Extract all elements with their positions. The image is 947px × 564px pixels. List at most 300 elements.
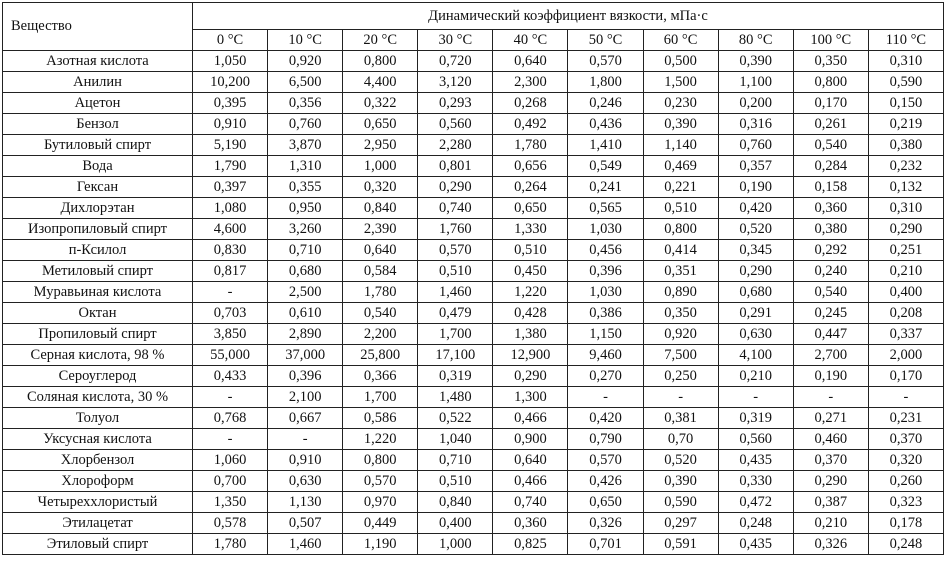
viscosity-value-cell: 2,500: [268, 282, 343, 303]
viscosity-value-cell: 0,190: [718, 177, 793, 198]
viscosity-value-cell: -: [868, 387, 943, 408]
viscosity-value-cell: 0,291: [718, 303, 793, 324]
viscosity-value-cell: 0,510: [418, 261, 493, 282]
table-row: [3, 240, 944, 261]
viscosity-value-cell: 0,210: [793, 513, 868, 534]
viscosity-value-cell: 0,520: [643, 450, 718, 471]
viscosity-value-cell: 1,030: [568, 282, 643, 303]
viscosity-value-cell: 0,251: [868, 240, 943, 261]
viscosity-value-cell: 0,760: [718, 135, 793, 156]
viscosity-value-cell: 0,426: [568, 471, 643, 492]
viscosity-value-cell: 0,830: [193, 240, 268, 261]
substance-name-cell: Гексан: [3, 177, 193, 198]
temperature-column-header: 100 °C: [793, 30, 868, 51]
viscosity-value-cell: 0,337: [868, 324, 943, 345]
viscosity-value-cell: 1,060: [193, 450, 268, 471]
viscosity-value-cell: 2,200: [343, 324, 418, 345]
table-row: [3, 261, 944, 282]
viscosity-value-cell: 7,500: [643, 345, 718, 366]
viscosity-value-cell: 0,210: [718, 366, 793, 387]
viscosity-value-cell: 0,219: [868, 114, 943, 135]
viscosity-value-cell: 0,381: [643, 408, 718, 429]
table-row: [3, 534, 944, 555]
substance-name-cell: Четыреххлористый: [3, 492, 193, 513]
viscosity-value-cell: 2,100: [268, 387, 343, 408]
viscosity-value-cell: 0,232: [868, 156, 943, 177]
viscosity-value-cell: 1,300: [493, 387, 568, 408]
table-row: [3, 198, 944, 219]
viscosity-value-cell: 0,290: [718, 261, 793, 282]
viscosity-value-cell: 0,740: [493, 492, 568, 513]
viscosity-value-cell: 0,241: [568, 177, 643, 198]
viscosity-value-cell: 1,700: [418, 324, 493, 345]
viscosity-value-cell: 0,680: [268, 261, 343, 282]
viscosity-value-cell: 0,428: [493, 303, 568, 324]
viscosity-value-cell: 0,460: [793, 429, 868, 450]
viscosity-value-cell: -: [268, 429, 343, 450]
table-row: [3, 51, 944, 72]
viscosity-value-cell: 1,130: [268, 492, 343, 513]
viscosity-value-cell: 0,510: [643, 198, 718, 219]
viscosity-value-cell: 1,220: [493, 282, 568, 303]
substance-name-cell: Изопропиловый спирт: [3, 219, 193, 240]
viscosity-value-cell: 1,460: [418, 282, 493, 303]
viscosity-value-cell: 0,720: [418, 51, 493, 72]
viscosity-value-cell: 0,640: [343, 240, 418, 261]
viscosity-value-cell: 1,480: [418, 387, 493, 408]
viscosity-value-cell: 0,570: [568, 450, 643, 471]
viscosity-value-cell: 0,520: [718, 219, 793, 240]
viscosity-value-cell: 0,322: [343, 93, 418, 114]
viscosity-value-cell: 0,656: [493, 156, 568, 177]
viscosity-value-cell: 0,584: [343, 261, 418, 282]
viscosity-value-cell: 1,500: [643, 72, 718, 93]
viscosity-value-cell: 1,350: [193, 492, 268, 513]
viscosity-value-cell: 9,460: [568, 345, 643, 366]
viscosity-value-cell: 0,456: [568, 240, 643, 261]
viscosity-value-cell: 0,800: [643, 219, 718, 240]
temperature-column-header: 60 °C: [643, 30, 718, 51]
viscosity-value-cell: 0,290: [418, 177, 493, 198]
viscosity-value-cell: 0,507: [268, 513, 343, 534]
viscosity-value-cell: 0,310: [868, 198, 943, 219]
viscosity-value-cell: 0,590: [643, 492, 718, 513]
viscosity-value-cell: 1,150: [568, 324, 643, 345]
viscosity-value-cell: 1,080: [193, 198, 268, 219]
header-row-group: [3, 3, 944, 30]
viscosity-value-cell: 1,310: [268, 156, 343, 177]
viscosity-value-cell: 0,910: [193, 114, 268, 135]
viscosity-value-cell: 0,768: [193, 408, 268, 429]
viscosity-value-cell: 0,260: [868, 471, 943, 492]
viscosity-value-cell: 0,357: [718, 156, 793, 177]
viscosity-value-cell: 0,268: [493, 93, 568, 114]
viscosity-value-cell: 4,400: [343, 72, 418, 93]
viscosity-value-cell: 0,900: [493, 429, 568, 450]
substance-name-cell: Серная кислота, 98 %: [3, 345, 193, 366]
viscosity-value-cell: 0,414: [643, 240, 718, 261]
viscosity-value-cell: 0,560: [418, 114, 493, 135]
viscosity-value-cell: 0,650: [568, 492, 643, 513]
viscosity-value-cell: 0,650: [343, 114, 418, 135]
viscosity-value-cell: -: [718, 387, 793, 408]
viscosity-value-cell: 0,570: [418, 240, 493, 261]
substance-name-cell: п-Ксилол: [3, 240, 193, 261]
viscosity-value-cell: 0,390: [643, 114, 718, 135]
viscosity-value-cell: 0,395: [193, 93, 268, 114]
viscosity-value-cell: -: [193, 282, 268, 303]
viscosity-value-cell: 1,780: [193, 534, 268, 555]
viscosity-value-cell: 2,700: [793, 345, 868, 366]
substance-name-cell: Дихлорэтан: [3, 198, 193, 219]
viscosity-value-cell: 1,000: [418, 534, 493, 555]
viscosity-value-cell: 0,293: [418, 93, 493, 114]
viscosity-value-cell: 0,449: [343, 513, 418, 534]
substance-name-cell: Пропиловый спирт: [3, 324, 193, 345]
viscosity-value-cell: 0,667: [268, 408, 343, 429]
viscosity-value-cell: 0,510: [493, 240, 568, 261]
substance-name-cell: Азотная кислота: [3, 51, 193, 72]
viscosity-value-cell: 0,380: [868, 135, 943, 156]
substance-name-cell: Соляная кислота, 30 %: [3, 387, 193, 408]
table-row: [3, 282, 944, 303]
viscosity-value-cell: 0,231: [868, 408, 943, 429]
viscosity-value-cell: 1,380: [493, 324, 568, 345]
viscosity-value-cell: 0,190: [793, 366, 868, 387]
viscosity-value-cell: 0,261: [793, 114, 868, 135]
viscosity-value-cell: 0,910: [268, 450, 343, 471]
viscosity-value-cell: 0,435: [718, 450, 793, 471]
temperature-column-header: 0 °C: [193, 30, 268, 51]
table-body: [3, 51, 944, 555]
table-row: [3, 513, 944, 534]
viscosity-value-cell: 0,479: [418, 303, 493, 324]
viscosity-value-cell: 0,640: [493, 51, 568, 72]
viscosity-value-cell: 0,270: [568, 366, 643, 387]
viscosity-value-cell: 0,840: [418, 492, 493, 513]
viscosity-value-cell: 0,570: [568, 51, 643, 72]
viscosity-value-cell: 0,703: [193, 303, 268, 324]
viscosity-value-cell: 0,290: [868, 219, 943, 240]
viscosity-value-cell: 6,500: [268, 72, 343, 93]
viscosity-value-cell: -: [643, 387, 718, 408]
viscosity-value-cell: 0,350: [793, 51, 868, 72]
viscosity-value-cell: 0,586: [343, 408, 418, 429]
viscosity-value-cell: 0,245: [793, 303, 868, 324]
viscosity-value-cell: 0,387: [793, 492, 868, 513]
table-row: [3, 93, 944, 114]
viscosity-value-cell: 0,540: [793, 282, 868, 303]
viscosity-value-cell: 0,492: [493, 114, 568, 135]
viscosity-value-cell: 0,208: [868, 303, 943, 324]
viscosity-value-cell: 10,200: [193, 72, 268, 93]
viscosity-value-cell: 0,650: [493, 198, 568, 219]
viscosity-value-cell: 2,300: [493, 72, 568, 93]
substance-name-cell: Ацетон: [3, 93, 193, 114]
viscosity-value-cell: 1,410: [568, 135, 643, 156]
viscosity-value-cell: 0,351: [643, 261, 718, 282]
viscosity-value-cell: 2,390: [343, 219, 418, 240]
table-row: [3, 471, 944, 492]
viscosity-value-cell: 3,870: [268, 135, 343, 156]
viscosity-value-cell: 2,890: [268, 324, 343, 345]
viscosity-value-cell: 0,400: [418, 513, 493, 534]
viscosity-value-cell: 0,170: [868, 366, 943, 387]
viscosity-value-cell: 0,591: [643, 534, 718, 555]
viscosity-value-cell: 0,264: [493, 177, 568, 198]
viscosity-value-cell: 0,466: [493, 408, 568, 429]
table-row: [3, 324, 944, 345]
temperature-column-header: 80 °C: [718, 30, 793, 51]
viscosity-value-cell: 0,360: [493, 513, 568, 534]
viscosity-value-cell: 0,366: [343, 366, 418, 387]
viscosity-value-cell: 0,700: [193, 471, 268, 492]
viscosity-value-cell: 0,319: [718, 408, 793, 429]
temperature-column-header: 10 °C: [268, 30, 343, 51]
viscosity-value-cell: 0,248: [718, 513, 793, 534]
substance-name-cell: Метиловый спирт: [3, 261, 193, 282]
viscosity-value-cell: 0,540: [793, 135, 868, 156]
viscosity-value-cell: 0,710: [268, 240, 343, 261]
table-row: [3, 177, 944, 198]
temperature-column-header: 30 °C: [418, 30, 493, 51]
table-row: [3, 303, 944, 324]
viscosity-value-cell: 0,433: [193, 366, 268, 387]
table-row: [3, 408, 944, 429]
substance-name-cell: Анилин: [3, 72, 193, 93]
viscosity-value-cell: 0,578: [193, 513, 268, 534]
viscosity-value-cell: 0,400: [868, 282, 943, 303]
viscosity-value-cell: 0,740: [418, 198, 493, 219]
viscosity-value-cell: 0,800: [343, 450, 418, 471]
viscosity-value-cell: 0,817: [193, 261, 268, 282]
temperature-column-header: 20 °C: [343, 30, 418, 51]
viscosity-value-cell: 0,248: [868, 534, 943, 555]
viscosity-value-cell: 0,178: [868, 513, 943, 534]
temperature-column-header: 40 °C: [493, 30, 568, 51]
viscosity-value-cell: 0,200: [718, 93, 793, 114]
table-row: [3, 219, 944, 240]
viscosity-value-cell: 0,330: [718, 471, 793, 492]
viscosity-value-cell: 0,380: [793, 219, 868, 240]
table-row: [3, 135, 944, 156]
viscosity-value-cell: 0,466: [493, 471, 568, 492]
viscosity-value-cell: 0,920: [268, 51, 343, 72]
viscosity-value-cell: 0,825: [493, 534, 568, 555]
viscosity-value-cell: 0,800: [793, 72, 868, 93]
viscosity-value-cell: 0,710: [418, 450, 493, 471]
viscosity-value-cell: 0,397: [193, 177, 268, 198]
viscosity-value-cell: 1,760: [418, 219, 493, 240]
substance-name-cell: Октан: [3, 303, 193, 324]
viscosity-value-cell: 0,435: [718, 534, 793, 555]
viscosity-value-cell: 4,600: [193, 219, 268, 240]
viscosity-value-cell: 0,680: [718, 282, 793, 303]
table-row: [3, 114, 944, 135]
viscosity-value-cell: 0,316: [718, 114, 793, 135]
substance-name-cell: Уксусная кислота: [3, 429, 193, 450]
viscosity-value-cell: 1,140: [643, 135, 718, 156]
viscosity-value-cell: 0,271: [793, 408, 868, 429]
viscosity-value-cell: 2,000: [868, 345, 943, 366]
viscosity-value-cell: 0,590: [868, 72, 943, 93]
viscosity-value-cell: 1,700: [343, 387, 418, 408]
viscosity-value-cell: 1,030: [568, 219, 643, 240]
substance-name-cell: Бензол: [3, 114, 193, 135]
table-row: [3, 156, 944, 177]
viscosity-value-cell: 0,701: [568, 534, 643, 555]
viscosity-value-cell: 0,560: [718, 429, 793, 450]
viscosity-value-cell: 1,220: [343, 429, 418, 450]
viscosity-value-cell: 0,326: [568, 513, 643, 534]
viscosity-value-cell: 0,500: [643, 51, 718, 72]
viscosity-value-cell: 1,460: [268, 534, 343, 555]
viscosity-value-cell: 0,284: [793, 156, 868, 177]
viscosity-value-cell: 0,290: [493, 366, 568, 387]
table-header: [3, 3, 944, 51]
viscosity-value-cell: 0,510: [418, 471, 493, 492]
viscosity-value-cell: 55,000: [193, 345, 268, 366]
table-row: [3, 72, 944, 93]
viscosity-value-cell: 0,570: [343, 471, 418, 492]
viscosity-value-cell: 0,132: [868, 177, 943, 198]
viscosity-group-header: Динамический коэффициент вязкости, мПа·с: [193, 3, 944, 30]
viscosity-value-cell: 0,326: [793, 534, 868, 555]
viscosity-value-cell: 0,356: [268, 93, 343, 114]
viscosity-value-cell: 1,780: [493, 135, 568, 156]
viscosity-value-cell: 0,370: [793, 450, 868, 471]
viscosity-value-cell: 1,190: [343, 534, 418, 555]
viscosity-value-cell: 0,800: [343, 51, 418, 72]
viscosity-value-cell: 0,790: [568, 429, 643, 450]
viscosity-value-cell: 0,360: [793, 198, 868, 219]
viscosity-value-cell: 0,246: [568, 93, 643, 114]
table-row: [3, 492, 944, 513]
viscosity-value-cell: 0,840: [343, 198, 418, 219]
viscosity-value-cell: 0,760: [268, 114, 343, 135]
viscosity-value-cell: 37,000: [268, 345, 343, 366]
table-row: [3, 345, 944, 366]
viscosity-value-cell: 0,970: [343, 492, 418, 513]
substance-column-header: Вещество: [3, 3, 193, 51]
viscosity-value-cell: 3,850: [193, 324, 268, 345]
viscosity-value-cell: 0,350: [643, 303, 718, 324]
viscosity-value-cell: 1,800: [568, 72, 643, 93]
viscosity-value-cell: 1,040: [418, 429, 493, 450]
viscosity-value-cell: 3,120: [418, 72, 493, 93]
viscosity-value-cell: 1,790: [193, 156, 268, 177]
viscosity-value-cell: 0,630: [718, 324, 793, 345]
viscosity-value-cell: 2,280: [418, 135, 493, 156]
viscosity-value-cell: 0,323: [868, 492, 943, 513]
viscosity-value-cell: 0,319: [418, 366, 493, 387]
viscosity-value-cell: 0,310: [868, 51, 943, 72]
viscosity-value-cell: 0,472: [718, 492, 793, 513]
table-row: [3, 429, 944, 450]
viscosity-value-cell: 1,100: [718, 72, 793, 93]
viscosity-value-cell: 0,890: [643, 282, 718, 303]
viscosity-value-cell: 2,950: [343, 135, 418, 156]
substance-name-cell: Сероуглерод: [3, 366, 193, 387]
viscosity-value-cell: 0,230: [643, 93, 718, 114]
viscosity-value-cell: 0,158: [793, 177, 868, 198]
viscosity-value-cell: 0,450: [493, 261, 568, 282]
viscosity-value-cell: 17,100: [418, 345, 493, 366]
viscosity-value-cell: 1,050: [193, 51, 268, 72]
viscosity-value-cell: 0,630: [268, 471, 343, 492]
viscosity-table: [2, 2, 944, 555]
temperature-column-header: 110 °C: [868, 30, 943, 51]
viscosity-value-cell: 0,920: [643, 324, 718, 345]
viscosity-value-cell: 0,390: [643, 471, 718, 492]
viscosity-value-cell: 0,292: [793, 240, 868, 261]
substance-name-cell: Бутиловый спирт: [3, 135, 193, 156]
viscosity-value-cell: 0,420: [568, 408, 643, 429]
viscosity-value-cell: 0,150: [868, 93, 943, 114]
viscosity-value-cell: 0,210: [868, 261, 943, 282]
viscosity-value-cell: 0,640: [493, 450, 568, 471]
substance-name-cell: Хлороформ: [3, 471, 193, 492]
table-row: [3, 450, 944, 471]
viscosity-value-cell: -: [793, 387, 868, 408]
viscosity-value-cell: 0,390: [718, 51, 793, 72]
viscosity-value-cell: 0,297: [643, 513, 718, 534]
substance-name-cell: Муравьиная кислота: [3, 282, 193, 303]
table-row: [3, 387, 944, 408]
substance-name-cell: Этиловый спирт: [3, 534, 193, 555]
viscosity-value-cell: 0,396: [568, 261, 643, 282]
viscosity-value-cell: 3,260: [268, 219, 343, 240]
substance-name-cell: Этилацетат: [3, 513, 193, 534]
viscosity-value-cell: 1,000: [343, 156, 418, 177]
table-row: [3, 366, 944, 387]
viscosity-value-cell: 0,950: [268, 198, 343, 219]
viscosity-value-cell: 0,447: [793, 324, 868, 345]
viscosity-value-cell: 0,170: [793, 93, 868, 114]
viscosity-value-cell: 0,565: [568, 198, 643, 219]
viscosity-value-cell: 0,320: [868, 450, 943, 471]
viscosity-value-cell: -: [193, 387, 268, 408]
viscosity-value-cell: 12,900: [493, 345, 568, 366]
viscosity-value-cell: 0,610: [268, 303, 343, 324]
viscosity-value-cell: 0,345: [718, 240, 793, 261]
viscosity-value-cell: 0,290: [793, 471, 868, 492]
viscosity-value-cell: 0,522: [418, 408, 493, 429]
viscosity-value-cell: 0,320: [343, 177, 418, 198]
viscosity-value-cell: 0,469: [643, 156, 718, 177]
viscosity-value-cell: 0,396: [268, 366, 343, 387]
viscosity-value-cell: 0,420: [718, 198, 793, 219]
viscosity-value-cell: 0,549: [568, 156, 643, 177]
temperature-column-header: 50 °C: [568, 30, 643, 51]
viscosity-value-cell: 0,801: [418, 156, 493, 177]
viscosity-value-cell: 0,70: [643, 429, 718, 450]
viscosity-value-cell: 0,250: [643, 366, 718, 387]
viscosity-value-cell: 5,190: [193, 135, 268, 156]
substance-name-cell: Толуол: [3, 408, 193, 429]
viscosity-value-cell: 1,780: [343, 282, 418, 303]
viscosity-value-cell: 4,100: [718, 345, 793, 366]
substance-name-cell: Хлорбензол: [3, 450, 193, 471]
substance-name-cell: Вода: [3, 156, 193, 177]
viscosity-value-cell: 1,330: [493, 219, 568, 240]
viscosity-value-cell: 25,800: [343, 345, 418, 366]
viscosity-value-cell: -: [193, 429, 268, 450]
viscosity-value-cell: -: [568, 387, 643, 408]
viscosity-value-cell: 0,540: [343, 303, 418, 324]
viscosity-value-cell: 0,370: [868, 429, 943, 450]
viscosity-value-cell: 0,240: [793, 261, 868, 282]
